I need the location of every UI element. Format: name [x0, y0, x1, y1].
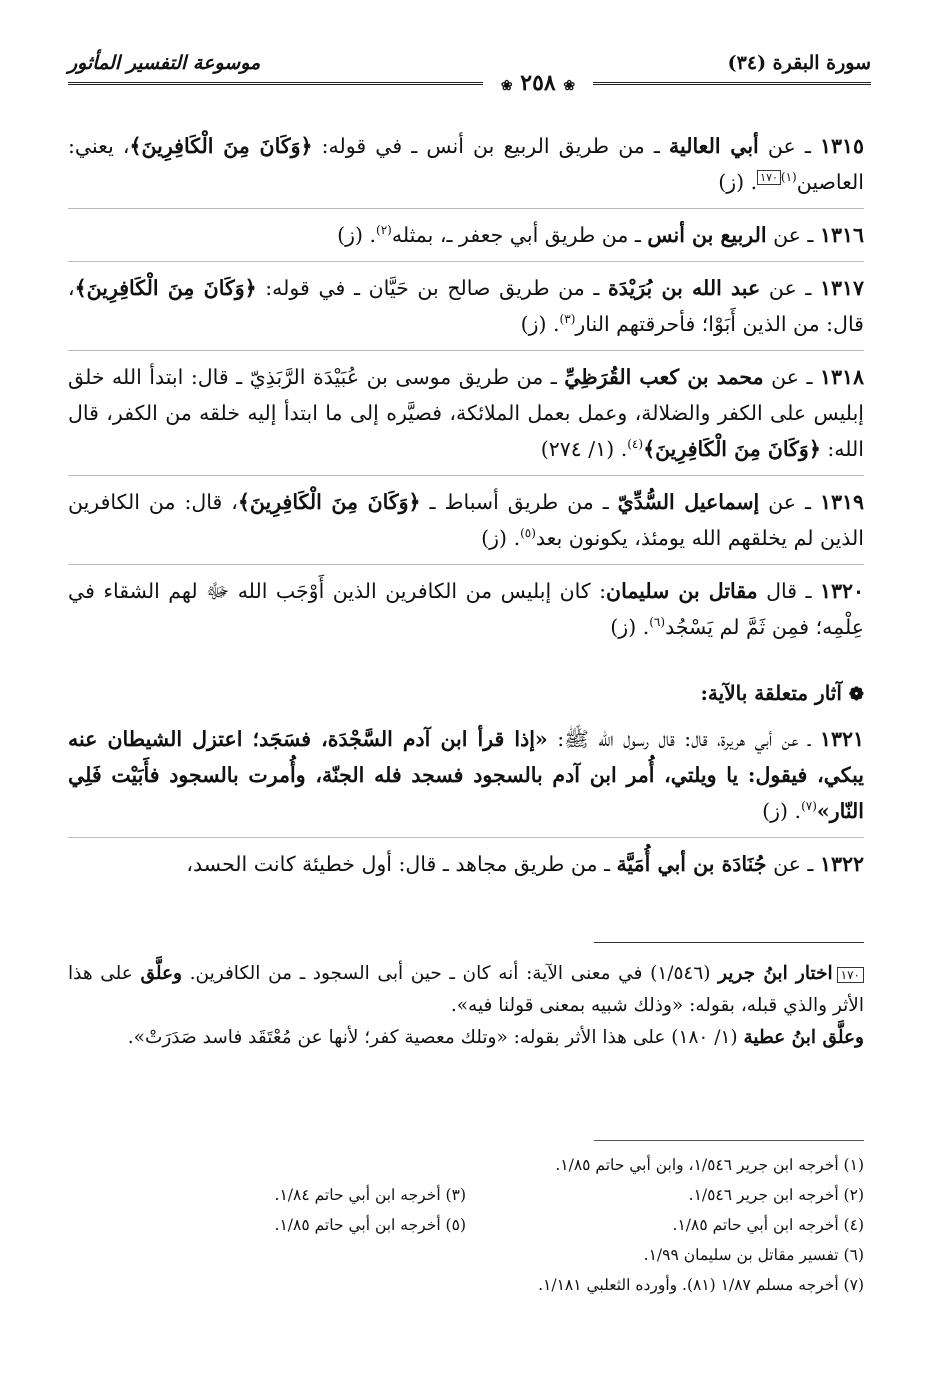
commentary-paragraph [68, 1022, 864, 1054]
quran-quote: ﴿وَكَانَ مِنَ الْكَافِرِينَ﴾ [237, 490, 421, 514]
entry-1322 [68, 846, 864, 890]
commentary-text: (١/٥٤٦) في معنى الآية: أنه كان ـ حين أبى السجود ـ من الكافرين. [182, 963, 719, 984]
footnote-ref: (٤) [627, 437, 644, 452]
quran-quote: ﴿وَكَانَ مِنَ الْكَافِرِينَ﴾ [74, 276, 257, 300]
main-text [68, 128, 864, 890]
entry-text: ـ من طريق أسباط ـ [420, 490, 618, 514]
entry-text: ، قال: من الكافرين الذين لم يخلقهم الله يومئذ، يكونون بعد [68, 490, 864, 550]
footnote-row [68, 1210, 864, 1240]
ornament-icon: ❀ [500, 78, 513, 94]
scholar-name: وعلَّق ابنُ عطية [743, 1027, 864, 1048]
entry-number: ١٣٢١ [819, 727, 864, 751]
entry-end: . (ز) [520, 312, 560, 336]
entry-text: ـ من طريق الربيع بن أنس ـ في قوله: [312, 134, 670, 158]
entry-text: ـ عن أبي هريرة، قال: قال رسول الله ﷺ: [547, 727, 820, 751]
entry-number: ١٣١٦ [819, 223, 864, 247]
quran-quote: ﴿وَكَانَ مِنَ الْكَافِرِينَ﴾ [643, 437, 821, 461]
narrator-name: أبي العالية [669, 134, 759, 158]
footnote-ref: (١) [780, 170, 797, 185]
entry-end: . (١/ ٢٧٤) [540, 437, 628, 461]
entry-end: . (ز) [762, 799, 802, 823]
entry-1320 [68, 573, 864, 653]
entry-1317 [68, 270, 864, 351]
entry-text: ـ من طريق مجاهد ـ قال: أول خطيئة كانت الحسد، [186, 852, 617, 876]
entry-text: ـ عن [766, 223, 820, 247]
entry-end: . (ز) [337, 223, 377, 247]
entry-text: ، قال: من الذين أَبَوْا؛ فأحرقتهم النار [68, 276, 864, 336]
commentary-block [68, 958, 864, 1054]
entry-text: ـ من طريق أبي جعفر ـ، بمثله [391, 223, 648, 247]
footnote: (٥) أخرجه ابن أبي حاتم ١/٨٥. [274, 1216, 466, 1234]
narrator-name: مقاتل بن سليمان [606, 579, 758, 603]
entry-1315 [68, 128, 864, 209]
footnote: (٧) أخرجه مسلم ١/٨٧ (٨١). وأورده الثعلبي ١/١٨١. [538, 1276, 864, 1294]
footnote-divider [594, 1140, 864, 1141]
entry-text: ـ عن [758, 134, 820, 158]
entry-1319 [68, 484, 864, 565]
surah-title: سورة البقرة (٣٤) [727, 52, 871, 74]
entry-number: ١٣١٧ [819, 276, 865, 300]
section-title: آثار متعلقة بالآية: [700, 681, 842, 705]
commentary-ref-box: ١٧٠ [757, 170, 781, 185]
page-number: ٢٥٨ [520, 70, 556, 96]
hadith-text: «إذا قرأ ابن آدم السَّجْدَة، فسَجَد؛ اعتزل الشيطان عنه يبكي، فيقول: يا ويلتي، أُمر ابن آدم بالسجود فسجد فله الجنّة، وأُمرت بالسجود فأَبَيْت فَلِي النّار» [68, 727, 864, 823]
commentary-divider [594, 942, 864, 943]
footnote-ref: (٣) [559, 312, 576, 327]
entry-text: ـ من طريق موسى بن عُبَيْدَة الرَّبَذِيّ ـ قال: ابتدأ الله خلق إبليس على الكفر والضلالة، وعمل بعمل الملائكة، فصيَّره إلى ما ابتدأ إليه خلقه من الكفر، قال الله: [68, 365, 864, 461]
entry-end: . (ز) [718, 170, 758, 194]
book-title: موسوعة التفسير المأثور [68, 52, 261, 74]
entry-text: ـ عن [763, 365, 820, 389]
footnote: (٣) أخرجه ابن أبي حاتم ١/٨٤. [274, 1186, 466, 1204]
narrator-name: عبد الله بن بُرَيْدَة [608, 276, 761, 300]
entry-number: ١٣٢٠ [819, 579, 865, 603]
ornament-icon: ❀ [563, 78, 576, 94]
entry-text: : كان إبليس من الكافرين الذين أَوْجَب الله ﷻ لهم الشقاء في عِلْمِه؛ فمِن ثَمَّ لم يَسْجُد [68, 579, 864, 639]
narrator-name: إسماعيل السُّدِّيّ [617, 490, 760, 514]
entry-text: ـ قال [757, 579, 820, 603]
header-rule [68, 82, 871, 85]
entry-1316 [68, 217, 864, 262]
flower-icon: ❁ [848, 684, 864, 705]
entry-text: ، يعني: العاصين [68, 134, 864, 194]
scholar-name: وعلَّق [140, 963, 182, 984]
narrator-name: جُنَادَة بن أبي أُمَيَّة [616, 852, 767, 876]
entry-text: ـ من طريق صالح بن حَيَّان ـ في قوله: [256, 276, 609, 300]
entry-number: ١٣١٩ [819, 490, 865, 514]
entry-end: . (ز) [481, 526, 521, 550]
footnote-ref: (٦) [649, 615, 666, 630]
entry-text: ـ عن [766, 852, 820, 876]
footnotes [68, 1150, 864, 1300]
footnote: (١) أخرجه ابن جرير ١/٥٤٦، وابن أبي حاتم ١/٨٥. [555, 1156, 864, 1174]
footnote: (٤) أخرجه ابن أبي حاتم ١/٨٥. [672, 1216, 864, 1234]
entry-1321 [68, 721, 864, 838]
footnote-ref: (٥) [520, 526, 536, 541]
entry-number: ١٣١٨ [819, 365, 864, 389]
commentary-paragraph [68, 958, 864, 1022]
entry-number: ١٣١٥ [819, 134, 864, 158]
footnote-ref: (٧) [801, 799, 817, 814]
scholar-name: اختار ابنُ جرير [718, 963, 833, 984]
footnote: (٦) تفسير مقاتل بن سليمان ١/٩٩. [643, 1246, 864, 1264]
commentary-box-label: ١٧٠ [837, 967, 864, 983]
page-header [68, 52, 871, 96]
section-heading [68, 675, 864, 713]
entry-text: ـ عن [759, 490, 820, 514]
entry-number: ١٣٢٢ [819, 852, 864, 876]
quran-quote: ﴿وَكَانَ مِنَ الْكَافِرِينَ﴾ [129, 134, 313, 158]
footnote: (٢) أخرجه ابن جرير ١/٥٤٦. [688, 1186, 864, 1204]
entry-end: . (ز) [610, 615, 650, 639]
commentary-text: (١/ ١٨٠) على هذا الأثر بقوله: «وتلك معصية كفر؛ لأنها عن مُعْتَقَد فاسد صَدَرَتْ». [127, 1027, 744, 1048]
commentary-text: على هذا الأثر والذي قبله، بقوله: «وذلك شبيه بمعنى قولنا فيه». [68, 963, 864, 1016]
entry-1318 [68, 359, 864, 476]
narrator-name: الربيع بن أنس [647, 223, 767, 247]
footnote-ref: (٢) [376, 223, 392, 238]
footnote-row [68, 1180, 864, 1210]
page-number-block [483, 70, 593, 96]
narrator-name: محمد بن كعب القُرَظِيِّ [564, 365, 764, 389]
entry-text: ـ عن [760, 276, 820, 300]
